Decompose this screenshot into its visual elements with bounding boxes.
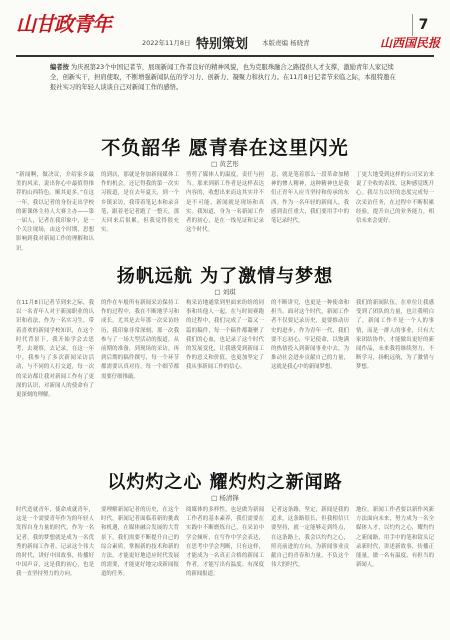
publisher-logo: 山西国民报 bbox=[379, 36, 440, 50]
article-2-column: 我们的新闻队伍，在单位让我感受到了团队的力量，也让我明白了，新闻工作不是一个人的事情，而是一群人的事业，只有大家团结协作，才能做出更好的新闻作品，未来我将继续努力，不断学习，扬帆远航，为了激情与梦想。 bbox=[356, 300, 434, 371]
article-3-body bbox=[16, 506, 434, 636]
editor-note bbox=[50, 63, 400, 94]
editor-credit: 本版责编 杨晓青 bbox=[262, 39, 310, 47]
article-3-column: 地位，新闻工作者要以新作风新方法面向未来，努力成为一名全媒体人才，以灼灼之心，耀灼灼之新闻路，用手中的笔和镜头记录新时代，讲述新故事，传播正能量，做一名有温度、有担当的新闻人。 bbox=[356, 507, 434, 569]
article-1-title: 不负韶华 愿青春在这里闪光 bbox=[101, 137, 349, 159]
article-1-column: 丁更大地受到这样的公司采访来说了全收的表找，这种感觉既开心。我尽力以好的态度完成每一次采访任务，在过程中不断积累经验，提升自己的业务能力，相信未来会更好。 bbox=[356, 172, 434, 225]
section-title: 特别策划 bbox=[196, 37, 249, 52]
article-1-byline: □ 黄艺彤 bbox=[211, 160, 239, 168]
newspaper-logo: 山甘政青年 bbox=[16, 12, 111, 36]
article-2-column: 的作在车般所有新闻采访保持工作的过程中，我在不断地学习和成长。尤其是去年那一次采访经历，我印象非常深刻，那一次我参与了一场大型活动的报道，从前期的准备，到现场的采访，再到后期的稿件撰写，每一个环节都需要认真对待，每一个细节都需要仔细推敲。 bbox=[101, 300, 179, 380]
article-1-column: 息，就是笔着那么一段革命加精神的惨人精神，这种精神也是我们正青年人应当坚持和传承的东西。作为一名年轻的新闻人，我感到责任重大，我们要用手中的笔记录时代。 bbox=[271, 172, 349, 225]
article-3-column: 要理解新闻记者的历史，在这个时代，新闻记者面临着新的挑战和机遇，在媒体融合发展的大背景下，我们需要不断提升自己的综合素质，掌握新的技术和新的方法，才能更好地适应时代发展的需要，才能更好地完成新闻报道的任务。 bbox=[101, 507, 179, 578]
header-rule bbox=[16, 55, 434, 57]
article-3-column: 记者这条路，坚定，新闻是我的追求，这条路很长，但我相信只要坚持，就一定能够走到终点，在这条路上，我会以灼灼之心，照亮前进的方向，为新闻事业贡献自己的青春和力量，不负这个伟大的时代。 bbox=[271, 507, 349, 569]
article-1-column: 的到店，那就是你加新闻媒体工作的机会。还记得我的第一次实习报道，是在去年夏天，到一个乡镇采访，我带着笔记本和录音笔，跟着老记者跑了一整天，那天回来后很累，但我觉得很充实。 bbox=[101, 172, 179, 234]
article-2-column: 在11月8日记者节到来之际，我以一名青年人对于新闻职业的认识和看法，作为一名实习生，带着喜欢的新闻学校知识，在这个时代背景下，我开始学会去思考，去观察，去记录，在这一年中，我参与了多次新闻采访活动，与不同的人打交道，每一次的采访都让我对新闻工作有了更深的认识，对新闻人的使命有了更深刻的理解。 bbox=[16, 300, 94, 399]
issue-date: 2022年11月8日 bbox=[142, 39, 191, 47]
page-number: 7 bbox=[412, 14, 434, 36]
editor-note-text: 为庆祝第23个中国记者节，展现新闻工作者良好的精神风貌，也为克服珠融合之路提供人才支撑，激励青年人家记续全，创新实干，担肩使取，不断增强新闻队伍的学习力、创新力、凝聚力和执行力。在11月8日记者节来临之际，本报特邀在报社实习的年轻人谈谈自己对新闻工作的感悟。 bbox=[50, 64, 396, 92]
article-3-title: 以灼灼之心 耀灼灼之新闻路 bbox=[107, 472, 343, 493]
article-2-column: 的不断讲究，也更是一种使命和担当。面对这个时代，新闻工作者不仅要记录历史，更要推动历史的进步，作为青年一代，我们要不忘初心，牢记使命，以饱满的热情投入到新闻事业中去，为推动社会进步贡献自己的力量，这就是我心中的新闻梦想。 bbox=[271, 300, 349, 371]
article-2-byline: □ 刘琪 bbox=[214, 288, 236, 296]
article-3-byline: □ 杨清锋 bbox=[211, 494, 239, 502]
article-1-column: “新闻啊，做决议，介绍家乡最美的风采，说出你心中最值得推荐的山西特色。顺其更多。”在这一年，我以记者的身份走出学校的新课体主持人大赛主办——第一届人，记者在我印象中，是一个关注现场，由这个时期，思想影响到我对新闻工作的理解和认识。 bbox=[16, 172, 94, 252]
article-3-column: 阅媒体的多样性，也是做为新闻工作者的基本素养，我们需要在实践中不断磨炼自己，在采访中学会倾听，在写作中学会表达，在思考中学会判断，只有这样，才能成为一名真正合格的新闻工作者，才能写出有温度、有深度的新闻报道。 bbox=[186, 507, 264, 578]
article-2-title: 扬帆远航 为了激情与梦想 bbox=[116, 266, 334, 287]
article-2-column: 构采访地通常到里面来纷纷的同事和其他人一起，在与时间赛跑的过程中，我们完成了一篇又一篇的稿件，每一个稿件都凝聚了我们的心血，也记录了这个时代的发展变化，让我感受到新闻工作的意义和价值，也更加坚定了我从事新闻工作的信心。 bbox=[186, 300, 264, 371]
article-1-body bbox=[16, 171, 434, 253]
editor-note-label: 编者按 bbox=[50, 64, 69, 71]
article-2-body bbox=[16, 299, 434, 459]
article-3-column: 时代造就青年，使命成就青年，这是一个需要青年作为的年轻人发挥自身力量的时代。作为一名记者，我的梦想就是成为一名优秀的新闻工作者，记录这个伟大的时代，讲好中国故事，传播好中国声音，这是我的初心，也是我一直坚持努力的方向。 bbox=[16, 507, 94, 578]
masthead bbox=[0, 0, 450, 56]
article-1-column: 剪剪了媒体人的温度，责任与担当。那来到新工作者是这样表达内容的，收想出来而这其实并不是不可能，新闻就是现场和真实。我知道，身为一名新闻工作者的初心，是在一线见证和记录这个时代。 bbox=[186, 172, 264, 234]
